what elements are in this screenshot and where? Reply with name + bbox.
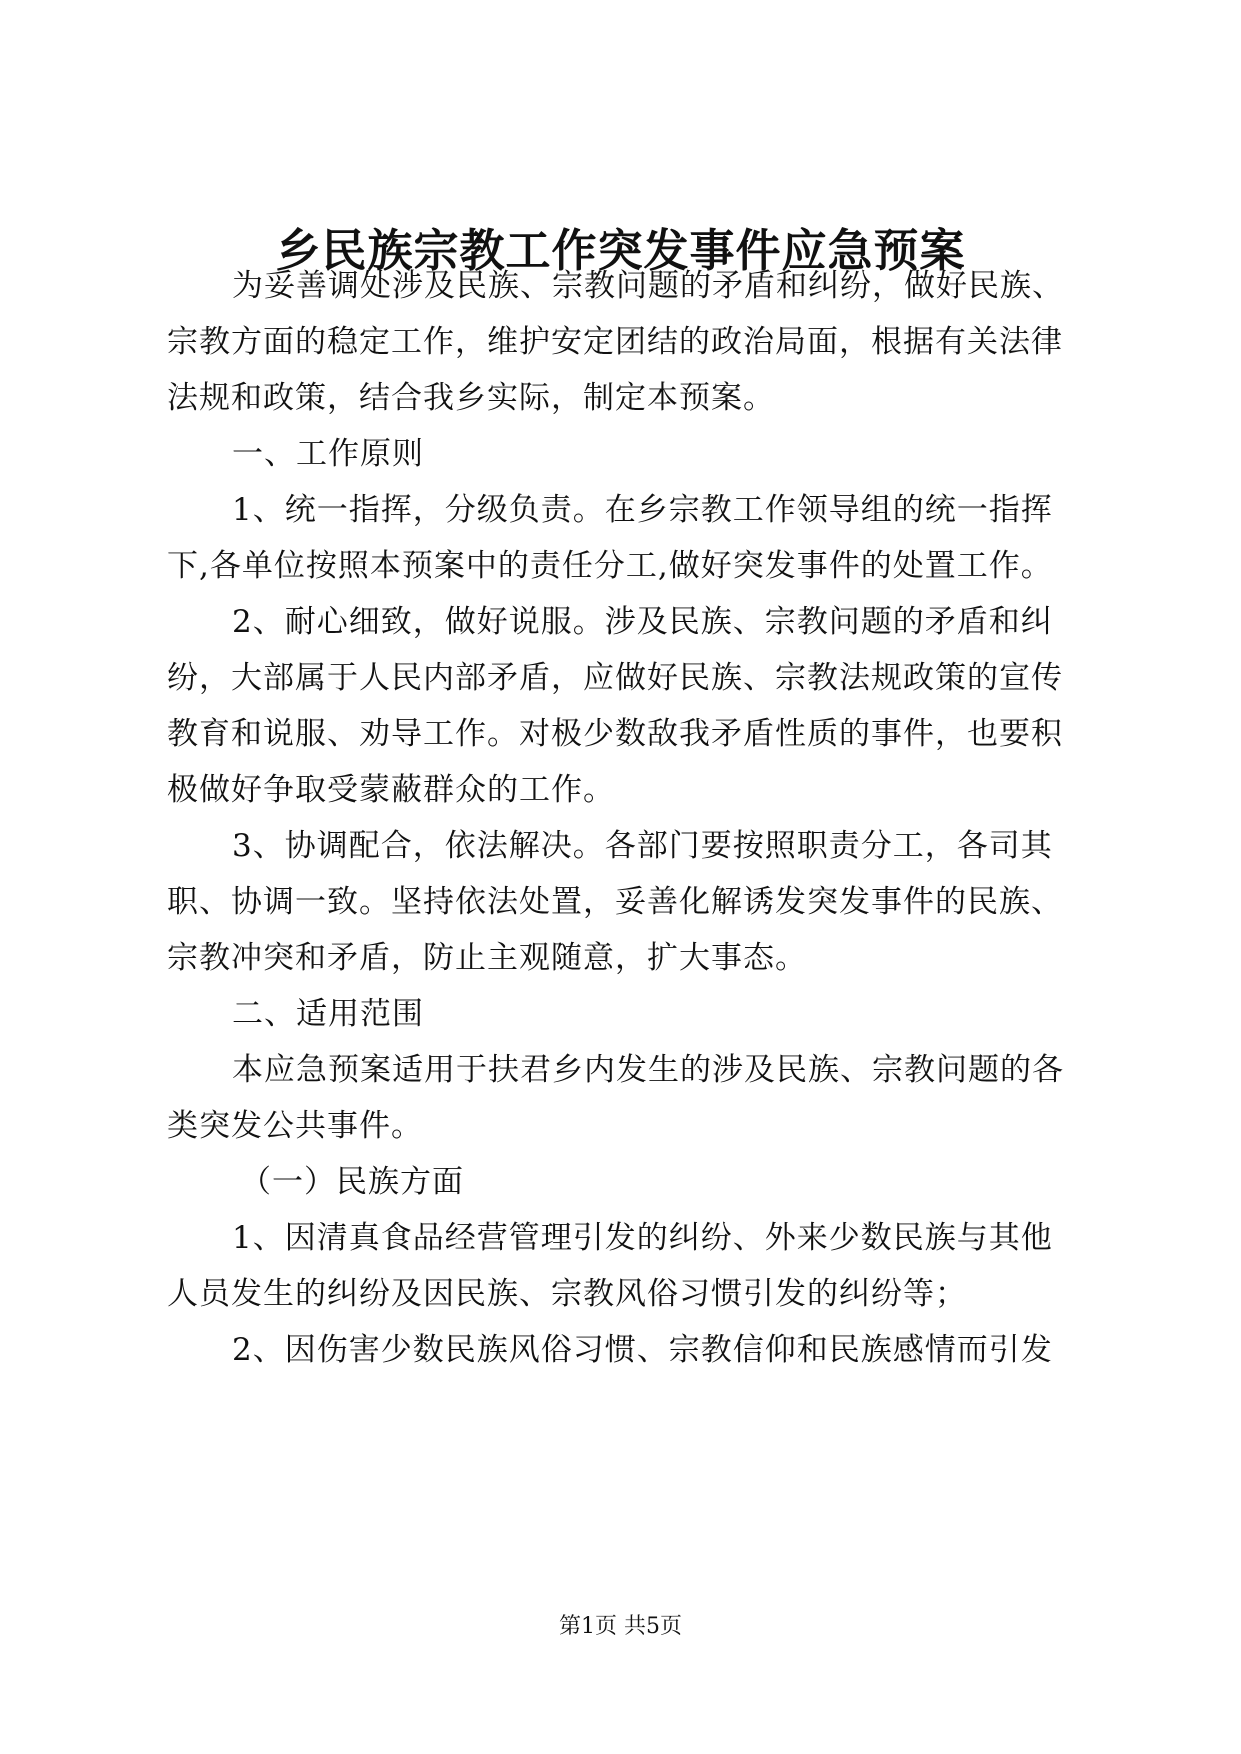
paragraph-line: 职、协调一致。坚持依法处置，妥善化解诱发突发事件的民族、 [167, 884, 1063, 920]
paragraph-line: 极做好争取受蒙蔽群众的工作。 [167, 772, 615, 808]
paragraph-line: 1、统一指挥，分级负责。在乡宗教工作领导组的统一指挥 [232, 492, 1053, 528]
paragraph-line: 宗教冲突和矛盾，防止主观随意，扩大事态。 [167, 940, 807, 976]
paragraph-line: 类突发公共事件。 [167, 1108, 423, 1144]
paragraph-line: 教育和说服、劝导工作。对极少数敌我矛盾性质的事件，也要积 [167, 716, 1063, 752]
paragraph-line: 下,各单位按照本预案中的责任分工,做好突发事件的处置工作。 [167, 548, 1053, 584]
paragraph-line: 2、因伤害少数民族风俗习惯、宗教信仰和民族感情而引发 [232, 1332, 1053, 1368]
paragraph-line: 人员发生的纠纷及因民族、宗教风俗习惯引发的纠纷等； [167, 1276, 967, 1312]
paragraph-line: 法规和政策，结合我乡实际，制定本预案。 [167, 380, 775, 416]
paragraph-line: 1、因清真食品经营管理引发的纠纷、外来少数民族与其他 [232, 1220, 1053, 1256]
paragraph-line: 2、耐心细致，做好说服。涉及民族、宗教问题的矛盾和纠 [232, 604, 1053, 640]
paragraph-line: 宗教方面的稳定工作，维护安定团结的政治局面，根据有关法律 [167, 324, 1063, 360]
paragraph-line: 3、协调配合，依法解决。各部门要按照职责分工，各司其 [232, 828, 1053, 864]
section-heading: 二、适用范围 [232, 996, 424, 1032]
paragraph-line: 为妥善调处涉及民族、宗教问题的矛盾和纠纷，做好民族、 [232, 268, 1064, 304]
paragraph-line: 本应急预案适用于扶君乡内发生的涉及民族、宗教问题的各 [232, 1052, 1064, 1088]
section-heading: 一、工作原则 [232, 436, 424, 472]
document-title: 乡民族宗教工作突发事件应急预案 [275, 224, 966, 277]
subsection-heading: （一）民族方面 [240, 1164, 464, 1200]
page-footer: 第1页 共5页 [559, 1614, 682, 1639]
paragraph-line: 纷，大部属于人民内部矛盾，应做好民族、宗教法规政策的宣传 [167, 660, 1063, 696]
